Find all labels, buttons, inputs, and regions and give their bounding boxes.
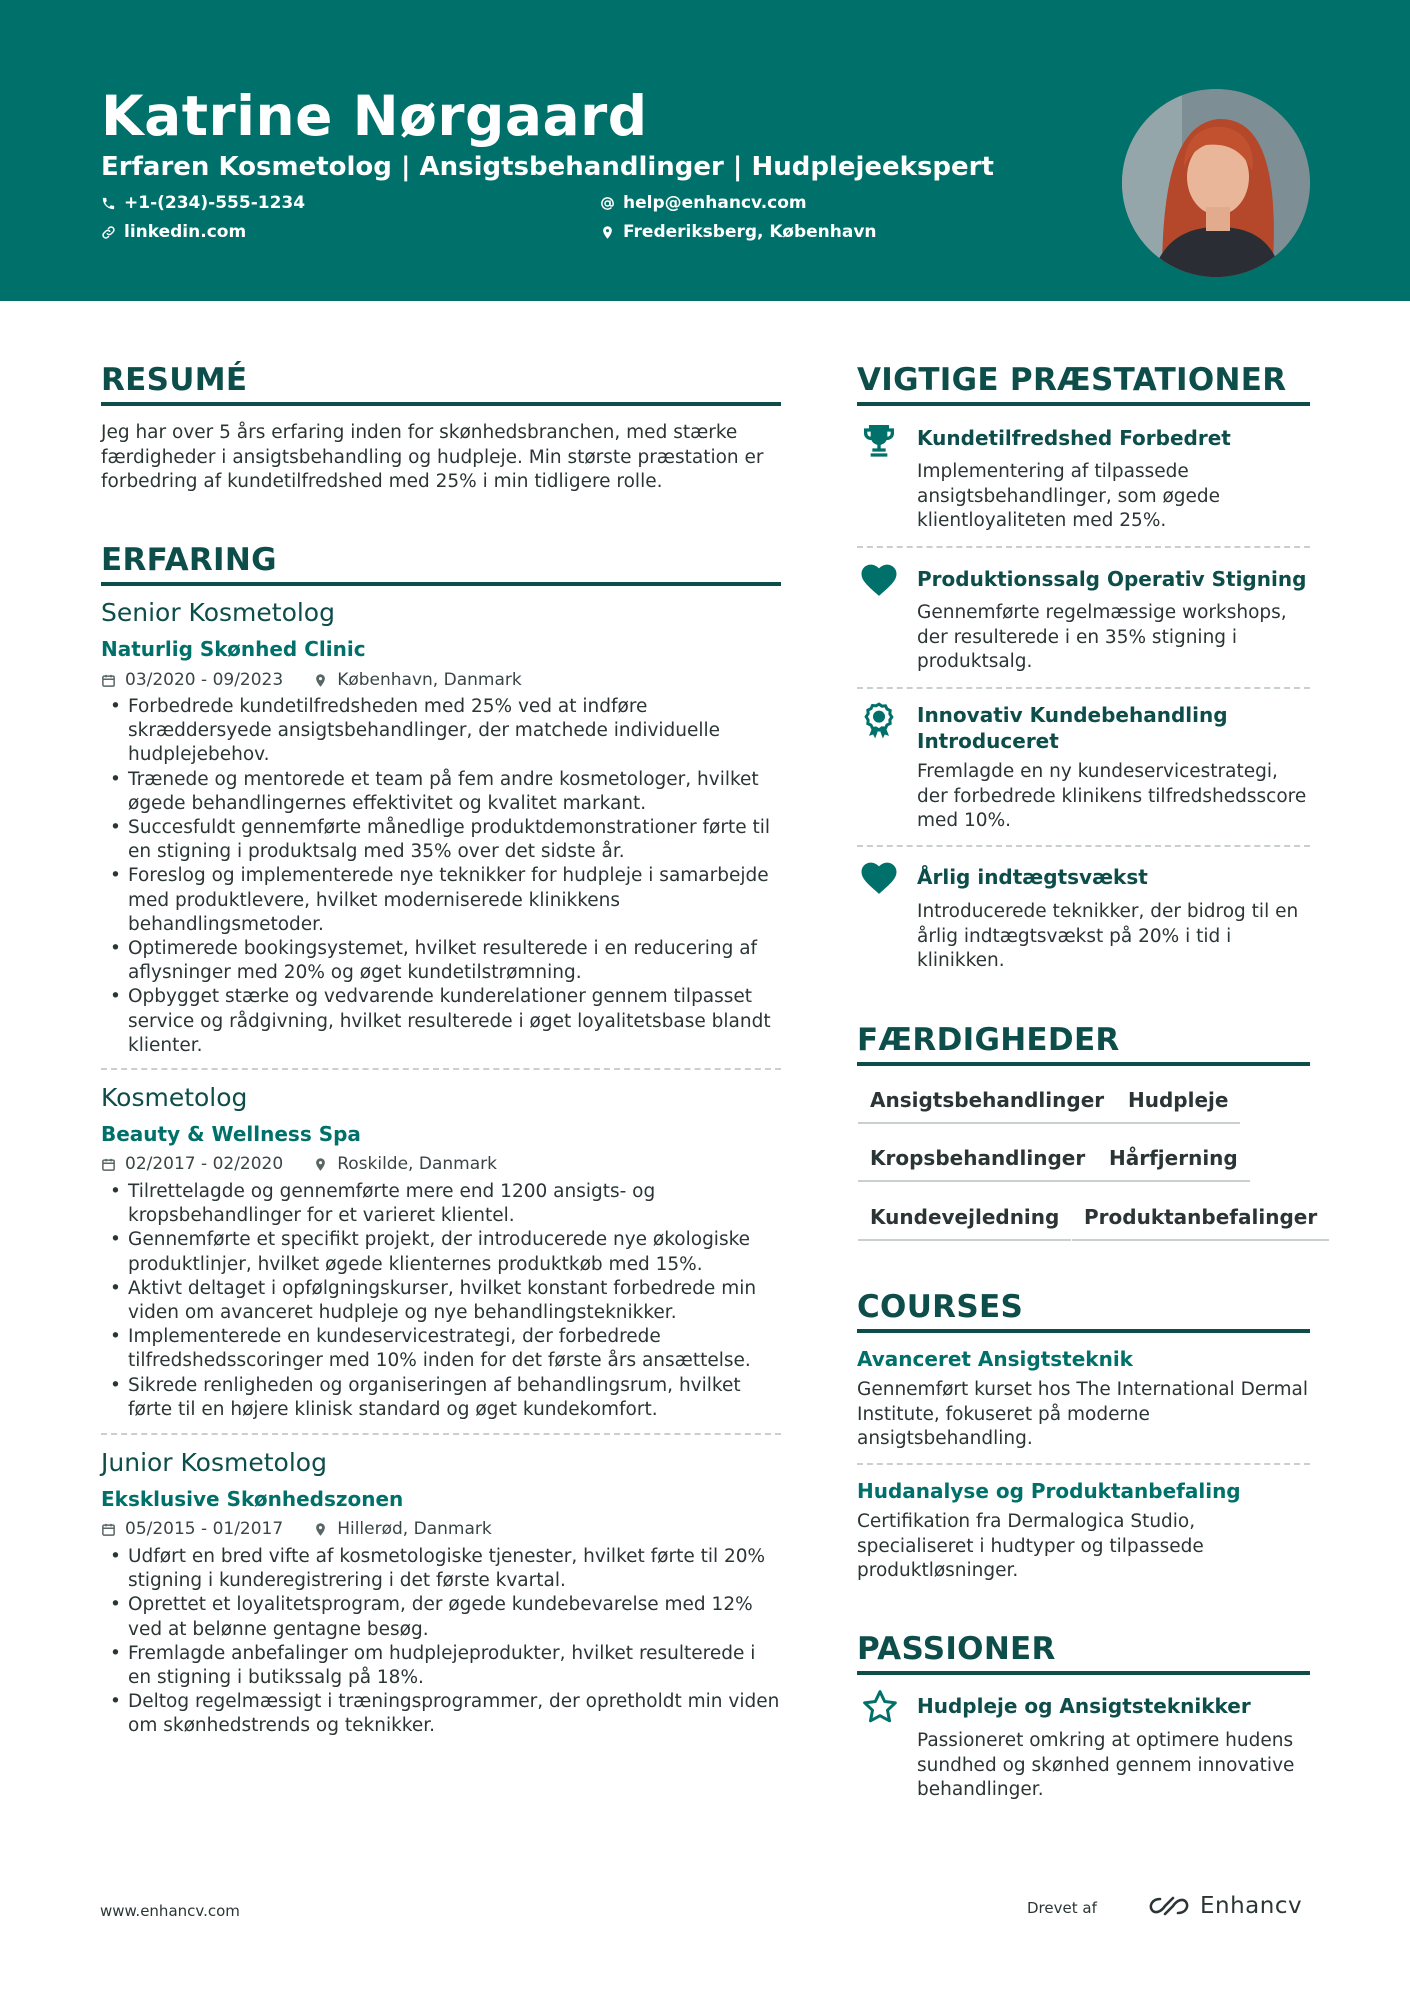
- list-item: • Oprettet et loyalitetsprogram, der øgede kundebevarelse med 12% ved at belønne gentagne besøg.: [101, 1593, 781, 1641]
- job-company: Eksklusive Skønhedszonen: [101, 1487, 404, 1511]
- achievement-desc: Introducerede teknikker, der bidrog til en årlig indtægtsvækst på 20% i tid i klinikken.: [917, 901, 1299, 971]
- map-pin-icon: [313, 673, 328, 688]
- location-text: Frederiksberg, København: [623, 222, 877, 242]
- experience-heading: ERFARING: [101, 542, 277, 578]
- contact-linkedin[interactable]: [101, 222, 246, 242]
- enhancv-logo[interactable]: [1146, 1893, 1302, 1919]
- list-item: • Trænede og mentorede et team på fem andre kosmetologer, hvilket øgede behandlingernes effektivitet og kvalitet markant.: [101, 768, 781, 816]
- courses-heading: COURSES: [857, 1289, 1024, 1325]
- calendar-icon: [101, 673, 116, 688]
- job-dates: 03/2020 - 09/2023: [125, 670, 284, 690]
- passions-heading: PASSIONER: [857, 1631, 1056, 1667]
- enhancv-brand-text: Enhancv: [1200, 1893, 1303, 1919]
- achievements-heading: VIGTIGE PRÆSTATIONER: [857, 362, 1287, 398]
- enhancv-logo-icon: [1146, 1894, 1192, 1918]
- contact-phone[interactable]: [101, 193, 305, 213]
- job-role: Senior Kosmetolog: [101, 598, 335, 627]
- footer-url[interactable]: www.enhancv.com: [100, 1902, 240, 1920]
- phone-text: +1-(234)-555-1234: [124, 193, 306, 213]
- course-desc: Gennemført kurset hos The International Dermal Institute, fokuseret på moderne ansigtsbehandling.: [857, 1379, 1308, 1449]
- map-pin-icon: [600, 225, 615, 240]
- summary-rule: [101, 402, 781, 406]
- divider: [857, 1463, 1310, 1465]
- map-pin-icon: [313, 1522, 328, 1537]
- linkedin-text: linkedin.com: [124, 222, 247, 242]
- job-bullets: [101, 695, 781, 1058]
- job-role: Junior Kosmetolog: [101, 1448, 327, 1477]
- calendar-icon: [101, 1522, 116, 1537]
- summary-heading: RESUMÉ: [101, 362, 248, 398]
- trophy-icon: [859, 420, 899, 460]
- achievement-title: Produktionssalg Operativ Stigning: [917, 567, 1307, 591]
- skill-tag: Hudpleje: [1116, 1088, 1240, 1124]
- passion-title: Hudpleje og Ansigtsteknikker: [917, 1694, 1251, 1718]
- calendar-icon: [101, 1157, 116, 1172]
- job-meta: [101, 670, 522, 690]
- course-title: Hudanalyse og Produktanbefaling: [857, 1479, 1241, 1503]
- link-icon: [101, 225, 116, 240]
- job-bullets: [101, 1545, 781, 1739]
- skills-rule: [857, 1062, 1310, 1066]
- job-dates: 02/2017 - 02/2020: [125, 1154, 284, 1174]
- award-icon: [859, 700, 899, 740]
- job-company: Beauty & Wellness Spa: [101, 1122, 361, 1146]
- phone-icon: [101, 196, 116, 211]
- achievement-title: Kundetilfredshed Forbedret: [917, 426, 1231, 450]
- footer-powered-by: Drevet af: [1027, 1899, 1097, 1917]
- header-banner: [0, 0, 1410, 301]
- job-location: Hillerød, Danmark: [337, 1519, 492, 1539]
- list-item: • Forbedrede kundetilfredsheden med 25% ved at indføre skræddersyede ansigtsbehandlinger, der matchede individuelle hudplejebehov.: [101, 695, 781, 768]
- divider: [857, 687, 1310, 689]
- course-desc: Certifikation fra Dermalogica Studio, specialiseret i hudtyper og tilpassede produktløsninger.: [857, 1511, 1204, 1581]
- achievement-desc: Gennemførte regelmæssige workshops, der resulterede i en 35% stigning i produktsalg.: [917, 602, 1287, 672]
- list-item: • Opbygget stærke og vedvarende kunderelationer gennem tilpasset service og rådgivning, hvilket resulterede i øget loyalitetsbase blandt klienter.: [101, 985, 781, 1058]
- list-item: • Implementerede en kundeservicestrategi, der forbedrede tilfredshedsscoringer med 10% inden for det første års ansættelse.: [101, 1325, 781, 1373]
- skill-tag: Kundevejledning: [858, 1205, 1071, 1241]
- list-item: • Tilrettelagde og gennemførte mere end 1200 ansigts- og kropsbehandlinger for et varieret klientel.: [101, 1180, 781, 1228]
- job-location: Roskilde, Danmark: [337, 1154, 497, 1174]
- list-item: • Deltog regelmæssigt i træningsprogrammer, der opretholdt min viden om skønhedstrends og teknikker.: [101, 1690, 781, 1738]
- job-bullets: [101, 1180, 781, 1422]
- list-item: • Aktivt deltaget i opfølgningskurser, hvilket konstant forbedrede min viden om avanceret hudpleje og nye behandlingsteknikker.: [101, 1277, 781, 1325]
- job-meta: [101, 1154, 497, 1174]
- skill-tag: Kropsbehandlinger: [858, 1146, 1097, 1182]
- list-item: • Fremlagde anbefalinger om hudplejeprodukter, hvilket resulterede i en stigning i butikssalg på 18%.: [101, 1642, 781, 1690]
- divider: [101, 1433, 781, 1435]
- contact-location: [600, 222, 877, 242]
- passion-desc: Passioneret omkring at optimere hudens sundhed og skønhed gennem innovative behandlinger.: [917, 1730, 1295, 1800]
- job-role: Kosmetolog: [101, 1083, 248, 1112]
- heart-icon: [859, 858, 899, 898]
- list-item: • Succesfuldt gennemførte månedlige produktdemonstrationer førte til en stigning i produktsalg med 35% over det sidste år.: [101, 816, 781, 864]
- avatar: [1122, 89, 1310, 277]
- list-item: • Sikrede renligheden og organiseringen af behandlingsrum, hvilket førte til en højere klinisk standard og øget kundekomfort.: [101, 1374, 781, 1422]
- passions-rule: [857, 1671, 1310, 1675]
- achievement-desc: Fremlagde en ny kundeservicestrategi, der forbedrede klinikens tilfredshedsscore med 10%.: [917, 761, 1307, 831]
- skill-tag: Produktanbefalinger: [1072, 1205, 1329, 1241]
- divider: [857, 546, 1310, 548]
- job-company: Naturlig Skønhed Clinic: [101, 637, 366, 661]
- candidate-title: Erfaren Kosmetolog | Ansigtsbehandlinger | Hudplejeekspert: [101, 152, 994, 182]
- skills-heading: FÆRDIGHEDER: [857, 1022, 1120, 1058]
- heart-icon: [859, 560, 899, 600]
- achievement-desc: Implementering af tilpassede ansigtsbehandlinger, som øgede klientloyaliteten med 25%.: [917, 461, 1221, 531]
- summary-text: Jeg har over 5 års erfaring inden for skønhedsbranchen, med stærke færdigheder i ansigtsbehandling og hudpleje. Min største præstation er forbedring af kundetilfredshed med 25% i min tidligere rolle.: [101, 422, 764, 492]
- courses-rule: [857, 1329, 1310, 1333]
- list-item: • Optimerede bookingsystemet, hvilket resulterede i en reducering af aflysninger med 20% og øget kundetilstrømning.: [101, 937, 781, 985]
- job-meta: [101, 1519, 492, 1539]
- experience-rule: [101, 582, 781, 586]
- at-icon: [600, 196, 615, 211]
- map-pin-icon: [313, 1157, 328, 1172]
- star-icon: [860, 1687, 900, 1727]
- skill-tag: Hårfjerning: [1097, 1146, 1250, 1182]
- contact-email[interactable]: [600, 193, 807, 213]
- avatar-portrait: [1122, 89, 1310, 277]
- list-item: • Gennemførte et specifikt projekt, der introducerede nye økologiske produktlinjer, hvilket øgede klienternes produktkøb med 15%.: [101, 1228, 781, 1276]
- candidate-name: Katrine Nørgaard: [101, 84, 648, 148]
- achievements-rule: [857, 402, 1310, 406]
- list-item: • Udført en bred vifte af kosmetologiske tjenester, hvilket førte til 20% stigning i kunderegistrering i det første kvartal.: [101, 1545, 781, 1593]
- job-location: København, Danmark: [337, 670, 522, 690]
- achievement-title: Årlig indtægtsvækst: [917, 865, 1148, 889]
- course-title: Avanceret Ansigtsteknik: [857, 1347, 1133, 1371]
- achievement-title: Innovativ Kundebehandling Introduceret: [917, 703, 1228, 753]
- list-item: • Foreslog og implementerede nye teknikker for hudpleje i samarbejde med produktlevere, hvilket moderniserede klinikkens behandlingsmetoder.: [101, 864, 781, 937]
- job-dates: 05/2015 - 01/2017: [125, 1519, 284, 1539]
- email-text: help@enhancv.com: [623, 193, 807, 213]
- divider: [101, 1068, 781, 1070]
- skill-tag: Ansigtsbehandlinger: [858, 1088, 1116, 1124]
- divider: [857, 845, 1310, 847]
